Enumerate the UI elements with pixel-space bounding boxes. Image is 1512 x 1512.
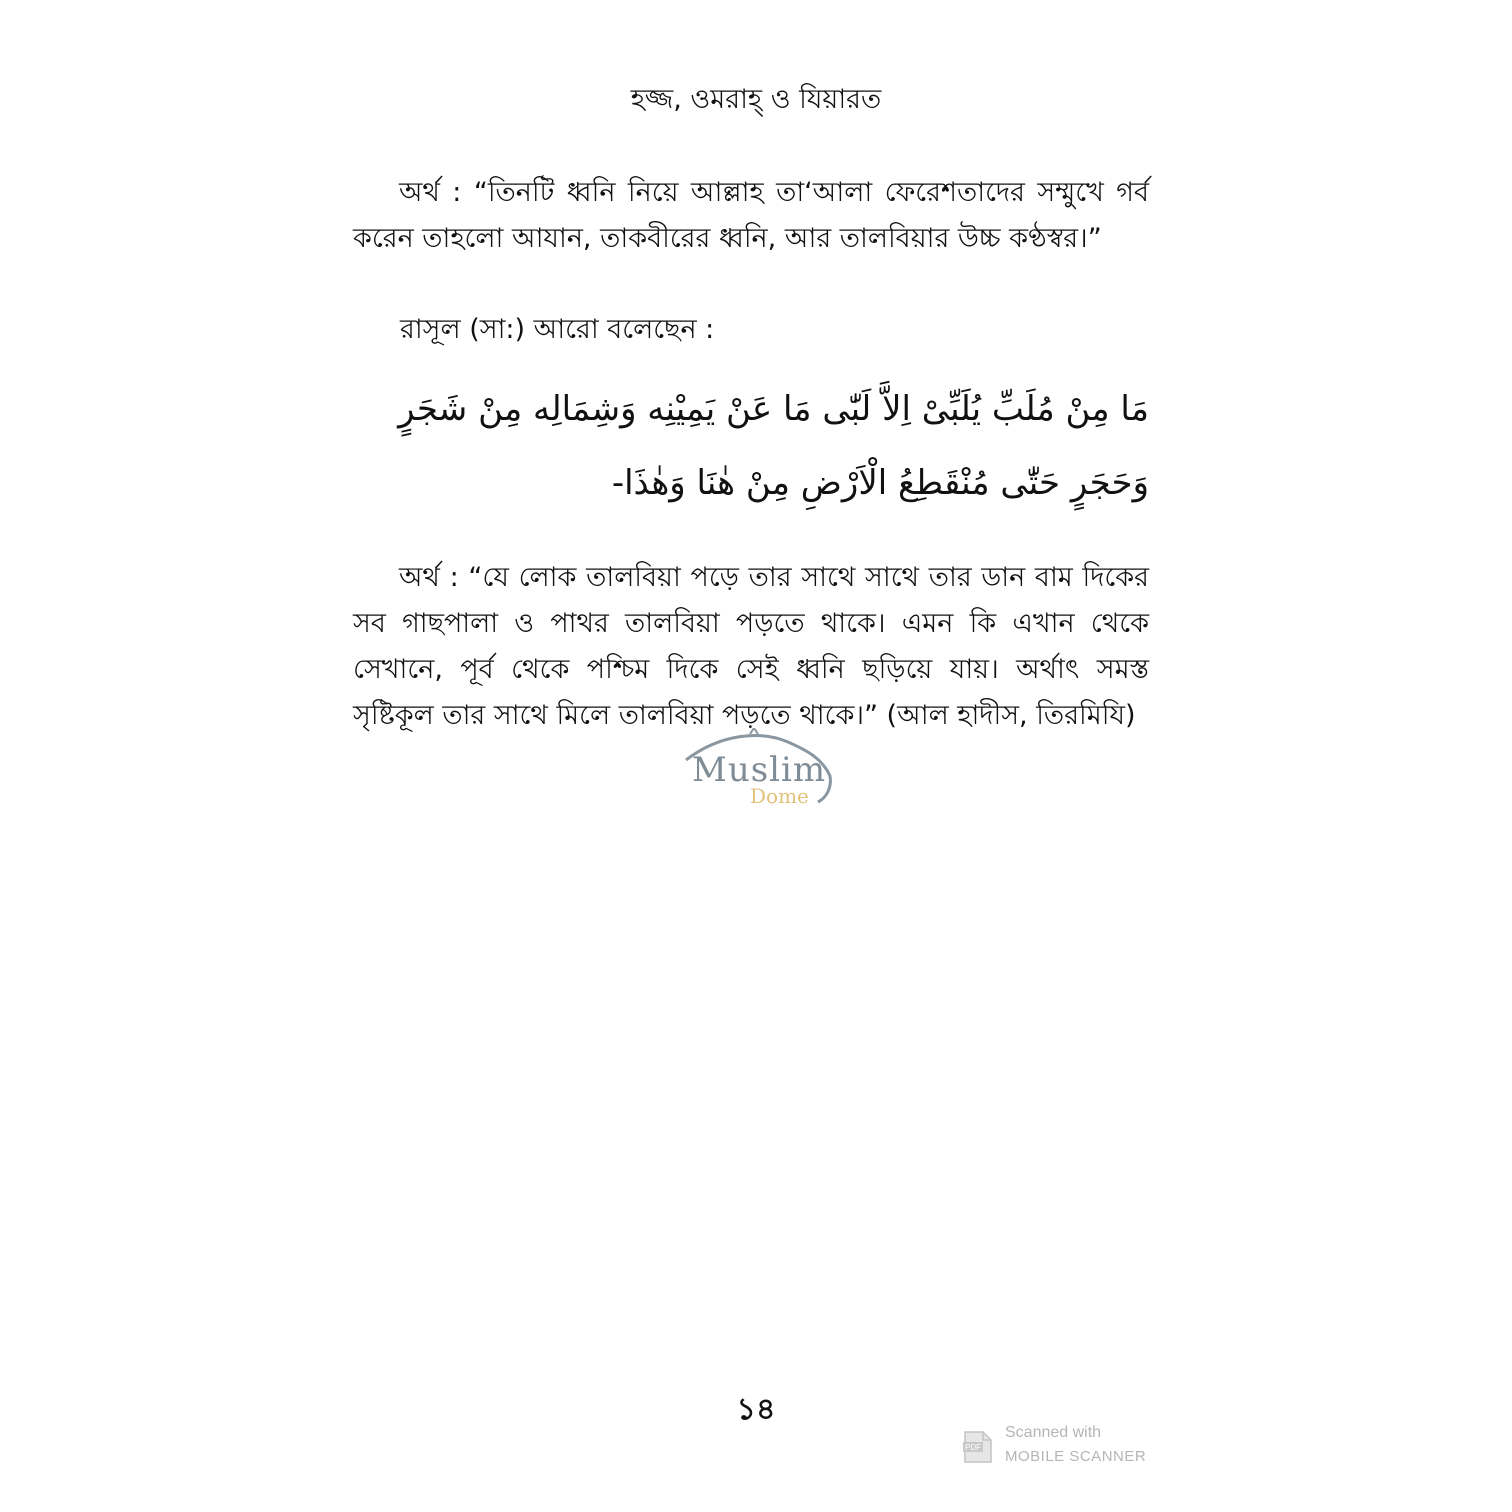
watermark-line1: Muslim [692, 750, 827, 790]
paragraph-meaning-2: অর্থ : “যে লোক তালবিয়া পড়ে তার সাথে সাথে তার ডান বাম দিকের সব গাছপালা ও পাথর তালবিয়া পড়তে থাকে। এমন কি এখান থেকে সেখানে, পূর্ব থেকে পশ্চিম দিকে সেই ধ্বনি ছড়িয়ে যায়। অর্থাৎ সমস্ত সৃষ্টিকূল তার সাথে মিলে তালবিয়া পড়তে থাকে।” (আল হাদীস, তিরমিযি) [353, 562, 1149, 731]
running-header: হজ্জ, ওমরাহ্ ও যিয়ারত [630, 84, 882, 115]
paragraph-meaning-1: অর্থ : “তিনটি ধ্বনি নিয়ে আল্লাহ তা‘আলা ফেরেশতাদের সম্মুখে গর্ব করেন তাহলো আযান, তাকবীরের ধ্বনি, আর তালবিয়ার উচ্চ কণ্ঠস্বর।” [353, 177, 1149, 254]
arabic-hadith-text: مَا مِنْ مُلَبِّ يُلَبِّىْ اِلاَّ لَبّٰى مَا عَنْ يَمِيْنِه وَشِمَالِه مِنْ شَجَرٍ وَحَجَرٍ حَتّٰى مُنْقَطِعُ الْاَرْضِ مِنْ هٰنَا وَهٰذَا- [398, 389, 1149, 503]
scanner-line2: MOBILE SCANNER [1005, 1448, 1147, 1465]
scanner-line1: Scanned with [1005, 1424, 1102, 1441]
page-number: ১৪ [736, 1392, 776, 1427]
svg-text:PDF: PDF [965, 1443, 981, 1452]
paragraph-hadith-intro: রাসূল (সা:) আরো বলেছেন : [400, 314, 715, 345]
muslim-dome-watermark [680, 728, 840, 808]
pdf-icon [963, 1430, 993, 1464]
scanner-badge [963, 1424, 1163, 1472]
watermark-line2: Dome [750, 784, 809, 808]
